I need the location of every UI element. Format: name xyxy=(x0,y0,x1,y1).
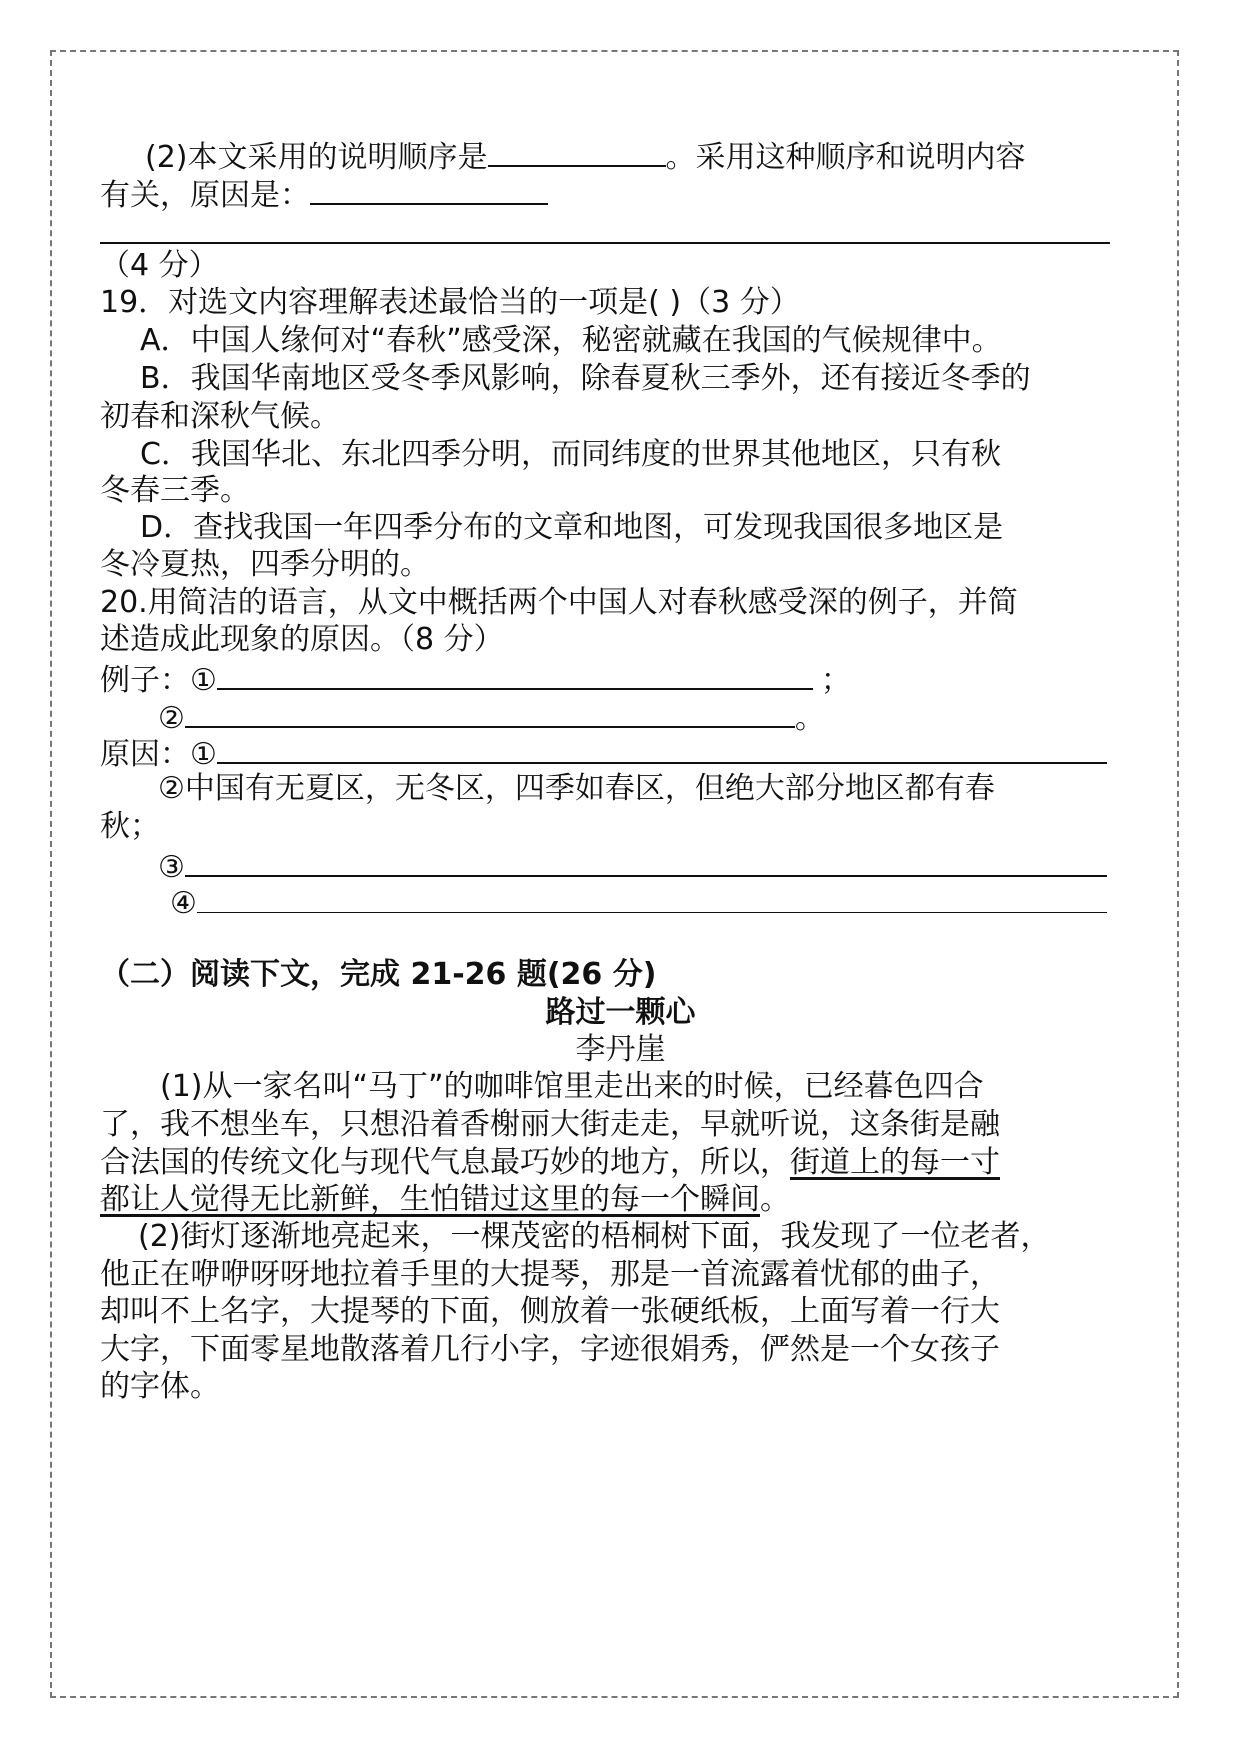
paragraph-2-line-3: 却叫不上名字，大提琴的下面，侧放着一张硬纸板，上面写着一行大 xyxy=(100,1294,1000,1329)
q19-option-c: C．我国华北、东北四季分明，而同纬度的世界其他地区，只有秋 xyxy=(140,437,1001,472)
q20-example-1: 例子：① ； xyxy=(100,658,851,701)
q19-option-d: D．查找我国一年四季分布的文章和地图，可发现我国很多地区是 xyxy=(140,510,1004,545)
paragraph-2-line-5: 的字体。 xyxy=(100,1369,220,1404)
answer-blank-order[interactable] xyxy=(488,135,666,167)
answer-blank-reason-3[interactable] xyxy=(185,845,1107,877)
underlined-sentence: 街道上的每一寸 xyxy=(790,1145,1000,1180)
article-title: 路过一颗心 xyxy=(545,995,696,1030)
paragraph-1-line-3: 合法国的传统文化与现代气息最巧妙的地方，所以，街道上的每一寸 xyxy=(100,1145,1000,1180)
q20-reason-2: ②中国有无夏区，无冬区，四季如春区，但绝大部分地区都有春 xyxy=(158,771,995,806)
q19-stem: 19．对选文内容理解表述最恰当的一项是( )（3 分） xyxy=(100,285,800,320)
q19-option-a: A．中国人缘何对“春秋”感受深，秘密就藏在我国的气候规律中。 xyxy=(140,323,1002,358)
section-heading: （二）阅读下文，完成 21-26 题(26 分) xyxy=(100,957,657,992)
answer-rule[interactable] xyxy=(100,242,1110,244)
q20-reason-4: ④ xyxy=(170,882,1107,924)
article-author: 李丹崖 xyxy=(575,1032,666,1067)
answer-blank-reason[interactable] xyxy=(310,173,548,205)
q19-option-b: B．我国华南地区受冬季风影响，除春夏秋三季外，还有接近冬季的 xyxy=(140,361,1031,396)
q19-option-b-cont: 初春和深秋气候。 xyxy=(100,399,340,434)
q20-stem: 20.用简洁的语言，从文中概括两个中国人对春秋感受深的例子，并简 xyxy=(100,585,1018,620)
q19-option-d-cont: 冬冷夏热，四季分明的。 xyxy=(100,547,430,582)
q20-reason-1: 原因：① xyxy=(100,732,1107,775)
answer-blank-reason-4[interactable] xyxy=(197,882,1107,913)
q19-option-c-cont: 冬春三季。 xyxy=(100,473,250,508)
q20-example-2: ② 。 xyxy=(158,696,825,739)
answer-blank-reason-1[interactable] xyxy=(217,732,1107,764)
q20-reason-2-cont: 秋； xyxy=(100,809,160,844)
paragraph-1-line-2: 了，我不想坐车，只想沿着香榭丽大街走走，早就听说，这条街是融 xyxy=(100,1107,1000,1142)
paragraph-1-line-4: 都让人觉得无比新鲜，生怕错过这里的每一个瞬间。 xyxy=(100,1182,790,1217)
q20-reason-3: ③ xyxy=(158,845,1107,888)
q20-stem-cont: 述造成此现象的原因。（8 分） xyxy=(100,622,504,657)
q18-2-line2: 有关，原因是： xyxy=(100,173,548,216)
answer-blank-example-2[interactable] xyxy=(185,696,795,728)
answer-blank-example-1[interactable] xyxy=(217,658,813,690)
q18-score: （4 分） xyxy=(100,248,219,283)
underlined-sentence-cont: 都让人觉得无比新鲜，生怕错过这里的每一个瞬间 xyxy=(100,1182,760,1217)
paragraph-1-line-1: (1)从一家名叫“马丁”的咖啡馆里走出来的时候，已经暮色四合 xyxy=(160,1069,984,1104)
paragraph-2-line-1: (2)街灯逐渐地亮起来，一棵茂密的梧桐树下面，我发现了一位老者， xyxy=(138,1219,1051,1254)
paragraph-2-line-2: 他正在咿咿呀呀地拉着手里的大提琴，那是一首流露着忧郁的曲子， xyxy=(100,1257,1000,1292)
q18-2-line1: (2)本文采用的说明顺序是 。采用这种顺序和说明内容 xyxy=(145,135,1026,178)
paragraph-2-line-4: 大字，下面零星地散落着几行小字，字迹很娟秀，俨然是一个女孩子 xyxy=(100,1332,1000,1367)
